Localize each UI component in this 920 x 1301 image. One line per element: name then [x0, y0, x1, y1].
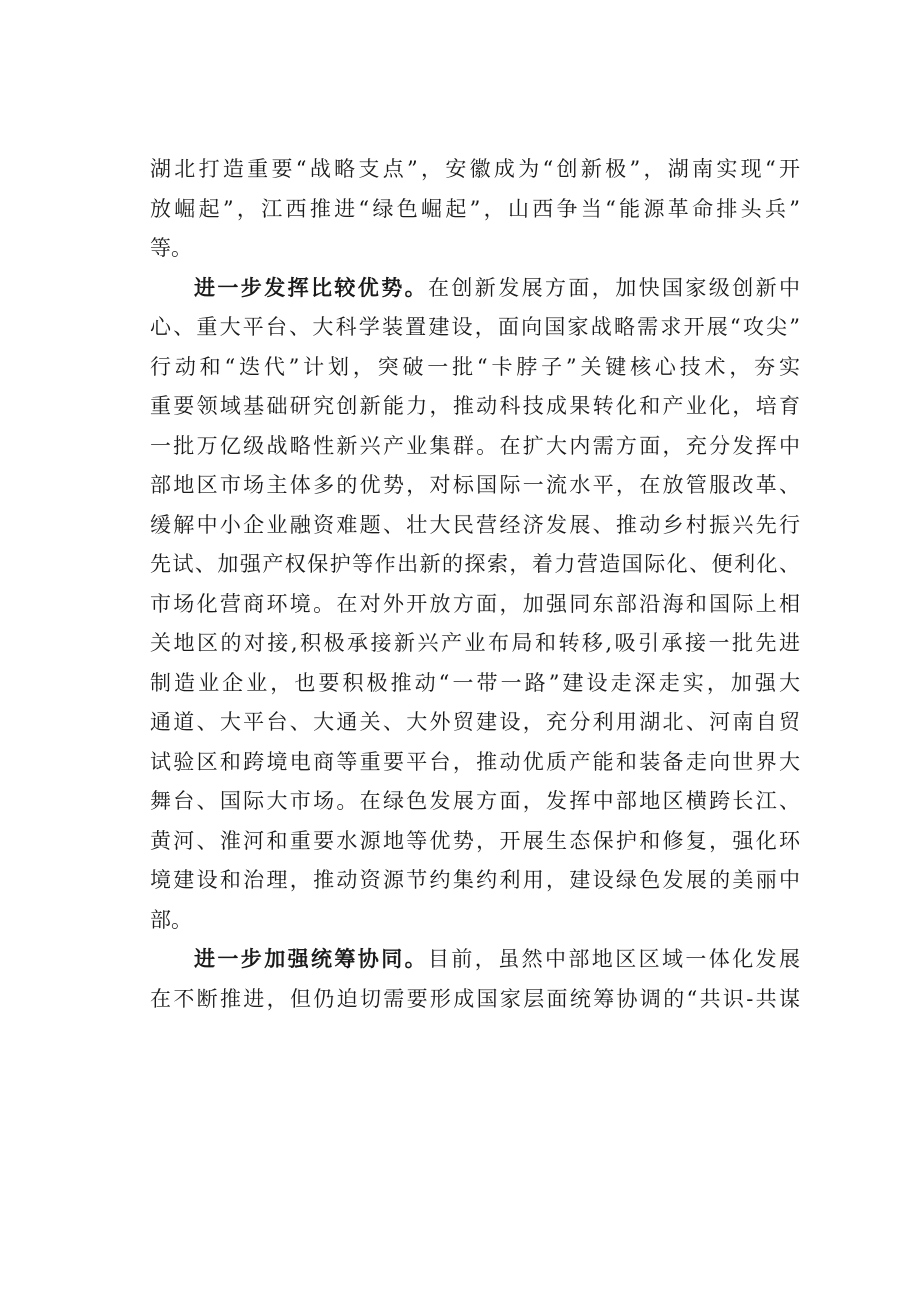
- text-line: 在不断推进，但仍迫切需要形成国家层面统筹协调的“共识-共谋: [150, 986, 800, 1011]
- text-line: 制造业企业，也要积极推动“一带一路”建设走深走实，加强大: [150, 670, 800, 695]
- text-run: 在创新发展方面，加快国家级创新中: [428, 275, 800, 300]
- text-line: 湖北打造重要“战略支点”，安徽成为“创新极”，湖南实现“开: [150, 157, 800, 181]
- text-line: 部地区市场主体多的优势，对标国际一流水平，在放管服改革、: [150, 473, 800, 497]
- document-page: [150, 150, 800, 1019]
- text-line: 市场化营商环境。在对外开放方面，加强同东部沿海和国际上相: [150, 591, 800, 616]
- text-line: 放崛起”，江西推进“绿色崛起”，山西争当“能源革命排头兵”: [150, 196, 800, 221]
- paragraph-1: [150, 150, 800, 269]
- text-line: 重要领域基础研究创新能力，推动科技成果转化和产业化，培育: [150, 394, 800, 418]
- text-line: 关地区的对接,积极承接新兴产业布局和转移,吸引承接一批先进: [150, 631, 800, 655]
- text-line: 舞台、国际大市场。在绿色发展方面，发挥中部地区横跨长江、: [150, 789, 800, 813]
- text-line: 行动和“迭代”计划，突破一批“卡脖子”关键核心技术，夯实: [150, 354, 800, 379]
- paragraph-heading: 进一步发挥比较优势。: [194, 275, 428, 300]
- paragraph-2: [150, 269, 800, 941]
- text-line: 先试、加强产权保护等作出新的探索，着力营造国际化、便利化、: [150, 552, 800, 576]
- text-line: 缓解中小企业融资难题、壮大民营经济发展、推动乡村振兴先行: [150, 512, 800, 537]
- text-line: 等。: [150, 236, 192, 260]
- paragraph-3: [150, 940, 800, 1019]
- text-line: 境建设和治理，推动资源节约集约利用，建设绿色发展的美丽中: [150, 868, 800, 892]
- text-run: 目前，虽然中部地区区域一体化发展: [428, 947, 800, 971]
- paragraph-first-line: [150, 269, 800, 309]
- text-line: 一批万亿级战略性新兴产业集群。在扩大内需方面，充分发挥中: [150, 433, 800, 458]
- text-line: 黄河、淮河和重要水源地等优势，开展生态保护和修复，强化环: [150, 828, 800, 853]
- paragraph-first-line: [150, 940, 800, 980]
- text-line: 部。: [150, 907, 192, 932]
- text-line: 通道、大平台、大通关、大外贸建设，充分利用湖北、河南自贸: [150, 710, 800, 734]
- paragraph-heading: 进一步加强统筹协同。: [194, 947, 428, 971]
- text-line: 心、重大平台、大科学装置建设，面向国家战略需求开展“攻尖”: [150, 315, 800, 339]
- text-line: 试验区和跨境电商等重要平台，推动优质产能和装备走向世界大: [150, 749, 800, 774]
